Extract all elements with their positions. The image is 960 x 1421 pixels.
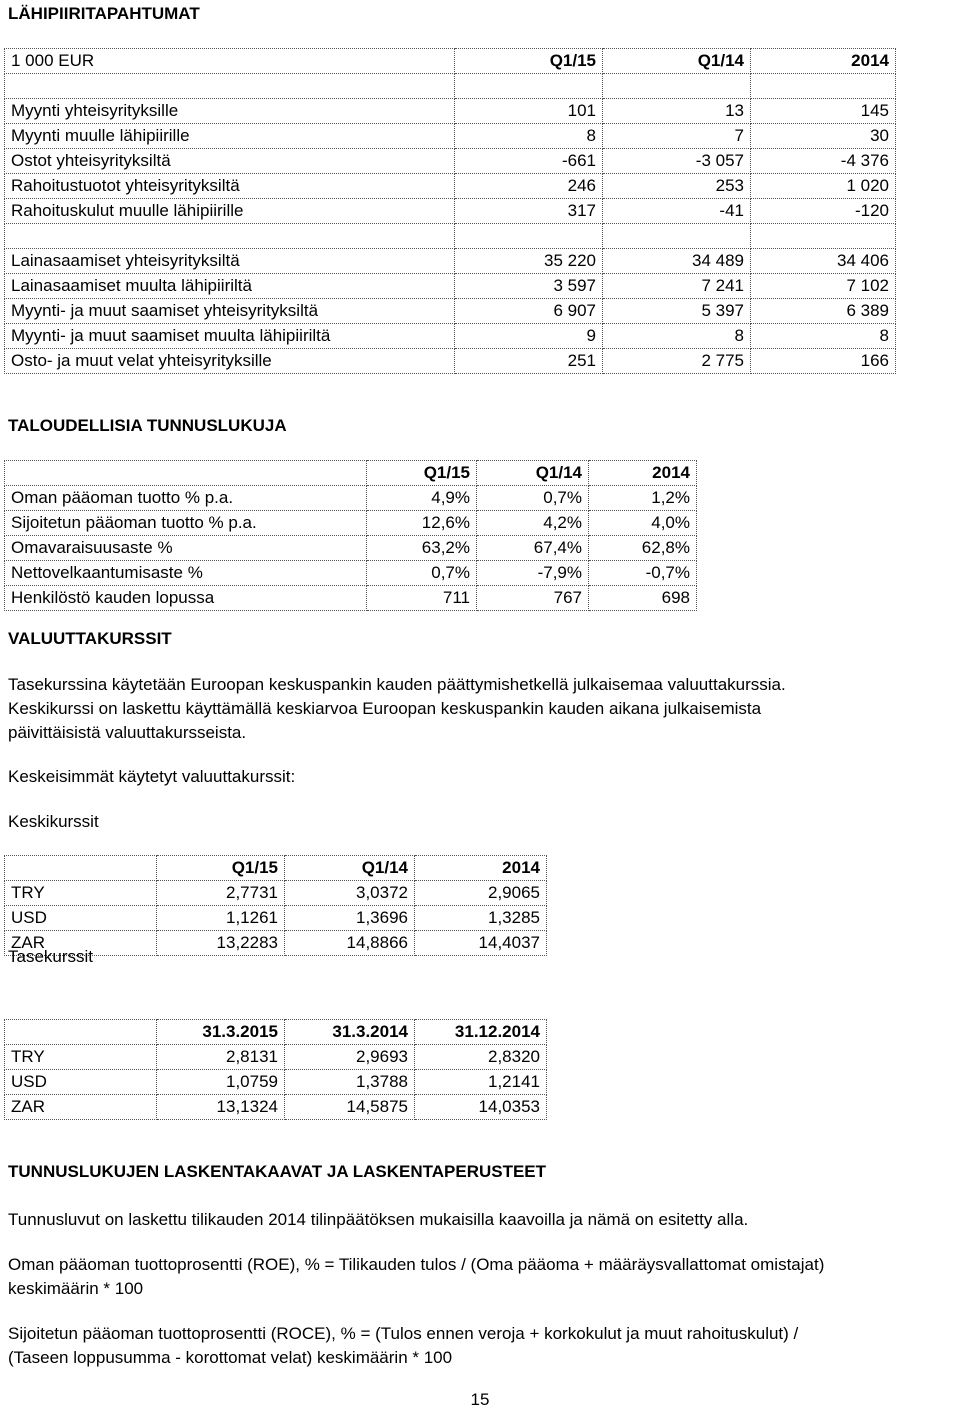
cell: 14,4037 <box>415 931 547 956</box>
roe-formula-line: Oman pääoman tuottoprosentti (ROE), % = Tilikauden tulos / (Oma pääoma + määräysvallattomat omistajat) <box>8 1255 825 1274</box>
table-row <box>5 486 697 511</box>
cell: 4,0% <box>589 511 697 536</box>
cell: 2,7731 <box>157 881 285 906</box>
row-label: Henkilöstö kauden lopussa <box>5 586 367 611</box>
page-number: 15 <box>470 1390 490 1409</box>
cell: 4,2% <box>477 511 589 536</box>
table-header-row <box>5 1020 547 1045</box>
header-cell <box>5 461 367 486</box>
cell: 12,6% <box>367 511 477 536</box>
cell: 1,3285 <box>415 906 547 931</box>
cell: 101 <box>455 99 603 124</box>
table-row <box>5 349 896 374</box>
cell: 4,9% <box>367 486 477 511</box>
table-row <box>5 536 697 561</box>
currency-code: ZAR <box>5 1095 157 1120</box>
formulas-section-title: TUNNUSLUKUJEN LASKENTAKAAVAT JA LASKENTAPERUSTEET <box>8 1162 547 1181</box>
table-row <box>5 149 896 174</box>
header-cell: 31.3.2015 <box>157 1020 285 1045</box>
cell: 30 <box>751 124 896 149</box>
cell: -3 057 <box>603 149 751 174</box>
cell: 34 406 <box>751 249 896 274</box>
header-cell: Q1/15 <box>455 49 603 74</box>
cell: 1,0759 <box>157 1070 285 1095</box>
cell: 767 <box>477 586 589 611</box>
closing-rates-label: Tasekurssit <box>8 947 94 966</box>
cell: 67,4% <box>477 536 589 561</box>
cell: 13,2283 <box>157 931 285 956</box>
header-cell: Q1/15 <box>157 856 285 881</box>
fx-paragraph-line: päivittäisistä valuuttakursseista. <box>8 723 247 742</box>
spacer-row <box>5 224 896 249</box>
row-label: Lainasaamiset muulta lähipiiriltä <box>5 274 455 299</box>
cell: 3,0372 <box>285 881 415 906</box>
cell: 3 597 <box>455 274 603 299</box>
cell: 1,2% <box>589 486 697 511</box>
header-cell <box>5 1020 157 1045</box>
table-row <box>5 324 896 349</box>
cell: 63,2% <box>367 536 477 561</box>
closing-rates-table <box>4 1019 547 1120</box>
header-cell: 2014 <box>589 461 697 486</box>
page-title: LÄHIPIIRITAPAHTUMAT <box>8 4 200 23</box>
cell: 1,2141 <box>415 1070 547 1095</box>
table-row <box>5 299 896 324</box>
cell: 1 020 <box>751 174 896 199</box>
cell: 166 <box>751 349 896 374</box>
row-label: Rahoitustuotot yhteisyrityksiltä <box>5 174 455 199</box>
row-label: Nettovelkaantumisaste % <box>5 561 367 586</box>
table-row <box>5 561 697 586</box>
fx-section-title: VALUUTTAKURSSIT <box>8 629 172 648</box>
table-row <box>5 274 896 299</box>
cell: 1,1261 <box>157 906 285 931</box>
header-cell: Q1/14 <box>285 856 415 881</box>
row-label: Rahoituskulut muulle lähipiirille <box>5 199 455 224</box>
currency-code: ZAR <box>5 931 157 956</box>
table-row <box>5 511 697 536</box>
table-row <box>5 906 547 931</box>
cell: 253 <box>603 174 751 199</box>
table-header-row <box>5 49 896 74</box>
cell: 7 241 <box>603 274 751 299</box>
cell: 14,8866 <box>285 931 415 956</box>
currency-code: USD <box>5 1070 157 1095</box>
table-row <box>5 174 896 199</box>
table-header-row <box>5 856 547 881</box>
cell: 2,9065 <box>415 881 547 906</box>
table-row <box>5 249 896 274</box>
cell: 2 775 <box>603 349 751 374</box>
row-label: Ostot yhteisyrityksiltä <box>5 149 455 174</box>
kpi-table <box>4 460 697 611</box>
header-cell: 2014 <box>415 856 547 881</box>
table-row <box>5 124 896 149</box>
row-label: Omavaraisuusaste % <box>5 536 367 561</box>
cell: 698 <box>589 586 697 611</box>
currency-code: TRY <box>5 881 157 906</box>
cell: 6 389 <box>751 299 896 324</box>
header-cell: 31.3.2014 <box>285 1020 415 1045</box>
cell: 5 397 <box>603 299 751 324</box>
cell: -661 <box>455 149 603 174</box>
cell: 8 <box>751 324 896 349</box>
cell: 251 <box>455 349 603 374</box>
fx-paragraph-line: Tasekurssina käytetään Euroopan keskuspankin kauden päättymishetkellä julkaisemaa valuuttakurssia. <box>8 675 786 694</box>
row-label: Oman pääoman tuotto % p.a. <box>5 486 367 511</box>
avg-rates-table <box>4 855 547 956</box>
header-cell: 1 000 EUR <box>5 49 455 74</box>
header-cell: Q1/14 <box>603 49 751 74</box>
cell: 8 <box>455 124 603 149</box>
cell: 14,0353 <box>415 1095 547 1120</box>
row-label: Lainasaamiset yhteisyrityksiltä <box>5 249 455 274</box>
roce-formula-line: Sijoitetun pääoman tuottoprosentti (ROCE), % = (Tulos ennen veroja + korkokulut ja muut rahoituskulut) / <box>8 1324 799 1343</box>
table-row <box>5 1045 547 1070</box>
table-row <box>5 199 896 224</box>
header-cell: 2014 <box>751 49 896 74</box>
fx-intro: Keskeisimmät käytetyt valuuttakurssit: <box>8 767 296 786</box>
cell: -4 376 <box>751 149 896 174</box>
table-row <box>5 99 896 124</box>
currency-code: USD <box>5 906 157 931</box>
cell: 13,1324 <box>157 1095 285 1120</box>
header-cell: Q1/15 <box>367 461 477 486</box>
cell: 7 <box>603 124 751 149</box>
cell: -7,9% <box>477 561 589 586</box>
cell: 14,5875 <box>285 1095 415 1120</box>
cell: 2,8131 <box>157 1045 285 1070</box>
row-label: Osto- ja muut velat yhteisyrityksille <box>5 349 455 374</box>
table-header-row <box>5 461 697 486</box>
cell: 2,8320 <box>415 1045 547 1070</box>
row-label: Sijoitetun pääoman tuotto % p.a. <box>5 511 367 536</box>
cell: -41 <box>603 199 751 224</box>
cell: 317 <box>455 199 603 224</box>
cell: 2,9693 <box>285 1045 415 1070</box>
row-label: Myynti muulle lähipiirille <box>5 124 455 149</box>
cell: 1,3696 <box>285 906 415 931</box>
cell: -120 <box>751 199 896 224</box>
related-party-table <box>4 48 896 374</box>
cell: -0,7% <box>589 561 697 586</box>
cell: 62,8% <box>589 536 697 561</box>
row-label: Myynti- ja muut saamiset yhteisyrityksiltä <box>5 299 455 324</box>
cell: 8 <box>603 324 751 349</box>
cell: 1,3788 <box>285 1070 415 1095</box>
cell: 9 <box>455 324 603 349</box>
cell: 35 220 <box>455 249 603 274</box>
roce-formula-line: (Taseen loppusumma - korottomat velat) keskimäärin * 100 <box>8 1348 453 1367</box>
cell: 0,7% <box>367 561 477 586</box>
header-cell: 31.12.2014 <box>415 1020 547 1045</box>
cell: 7 102 <box>751 274 896 299</box>
cell: 711 <box>367 586 477 611</box>
cell: 13 <box>603 99 751 124</box>
formulas-intro: Tunnusluvut on laskettu tilikauden 2014 tilinpäätöksen mukaisilla kaavoilla ja nämä on esitetty alla. <box>8 1210 749 1229</box>
row-label: Myynti yhteisyrityksille <box>5 99 455 124</box>
spacer-row <box>5 74 896 99</box>
table-row <box>5 881 547 906</box>
cell: 34 489 <box>603 249 751 274</box>
header-cell <box>5 856 157 881</box>
currency-code: TRY <box>5 1045 157 1070</box>
table-row <box>5 1070 547 1095</box>
header-cell: Q1/14 <box>477 461 589 486</box>
cell: 246 <box>455 174 603 199</box>
row-label: Myynti- ja muut saamiset muulta lähipiiriltä <box>5 324 455 349</box>
avg-rates-label: Keskikurssit <box>8 812 99 831</box>
cell: 0,7% <box>477 486 589 511</box>
cell: 6 907 <box>455 299 603 324</box>
fx-paragraph-line: Keskikurssi on laskettu käyttämällä keskiarvoa Euroopan keskuspankin kauden aikana julkaisemista <box>8 699 762 718</box>
table-row <box>5 586 697 611</box>
cell: 145 <box>751 99 896 124</box>
table-row <box>5 1095 547 1120</box>
roe-formula-line: keskimäärin * 100 <box>8 1279 144 1298</box>
kpi-section-title: TALOUDELLISIA TUNNUSLUKUJA <box>8 416 287 435</box>
